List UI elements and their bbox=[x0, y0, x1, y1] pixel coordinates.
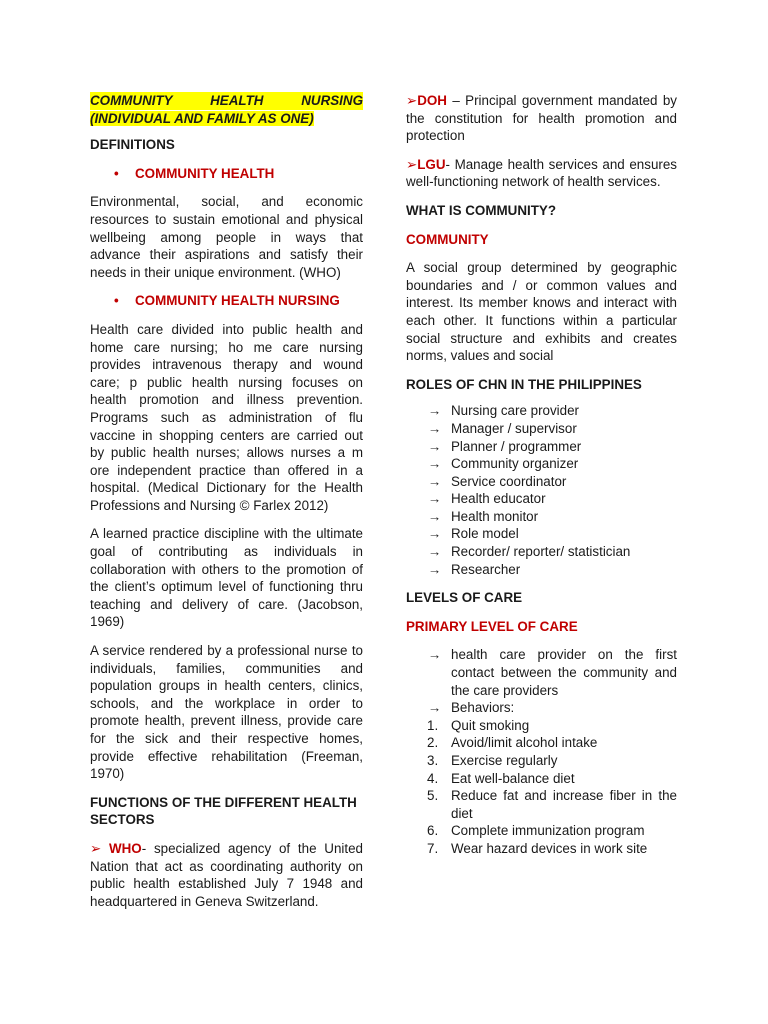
community-health-label bbox=[90, 165, 363, 183]
arrow-icon: → bbox=[428, 561, 442, 577]
levels-heading: LEVELS OF CARE bbox=[406, 590, 523, 606]
who-entry bbox=[90, 840, 363, 910]
list-item: → Community organizer bbox=[428, 456, 579, 472]
list-item: → Planner / programmer bbox=[428, 438, 582, 454]
who-text: - specialized agency of the United Nation that act as coordinating authority on public health established July 7 1948 and headquartered in Geneva Switzerland. bbox=[90, 840, 363, 909]
bullet-icon: • bbox=[114, 165, 119, 181]
definitions-heading: DEFINITIONS bbox=[90, 137, 175, 153]
arrow-icon: → bbox=[428, 544, 442, 560]
doh-entry bbox=[406, 92, 677, 145]
list-item: → Role model bbox=[428, 526, 519, 542]
behaviors-list bbox=[406, 717, 677, 858]
list-item: → Manager / supervisor bbox=[428, 420, 577, 436]
list-item: 6. Complete immunization program bbox=[427, 823, 645, 839]
community-definition: A social group determined by geographic boundaries and / or common values and interest. Its member knows and interact with each other. It functions within a particular social structure and exhibits and creates norms, values and social bbox=[406, 260, 677, 364]
lgu-entry bbox=[406, 156, 677, 191]
list-item: → Service coordinator bbox=[428, 473, 567, 489]
arrow-icon: → bbox=[428, 438, 442, 454]
doh-key: ➢DOH bbox=[406, 93, 447, 108]
arrow-icon: → bbox=[428, 473, 442, 489]
roles-list bbox=[406, 402, 677, 578]
arrow-icon: → bbox=[428, 526, 442, 542]
community-label: COMMUNITY bbox=[406, 231, 489, 247]
arrow-icon: → bbox=[428, 420, 442, 436]
functions-heading: FUNCTIONS OF THE DIFFERENT HEALTH SECTORS bbox=[90, 794, 357, 828]
list-item: → Health monitor bbox=[428, 508, 539, 524]
primary-items-list bbox=[406, 646, 677, 716]
chn-label bbox=[90, 292, 363, 310]
who-key: ➢ WHO bbox=[90, 840, 142, 856]
roles-heading: ROLES OF CHN IN THE PHILIPPINES bbox=[406, 376, 642, 392]
list-item: 7. Wear hazard devices in work site bbox=[427, 840, 648, 856]
arrow-icon: → bbox=[428, 403, 442, 419]
list-item: 4. Eat well-balance diet bbox=[427, 770, 575, 786]
left-column bbox=[90, 92, 363, 910]
what-is-community-heading: WHAT IS COMMUNITY? bbox=[406, 202, 557, 218]
title-line-1: COMMUNITY HEALTH NURSING bbox=[90, 93, 363, 108]
community-health-label-text: COMMUNITY HEALTH bbox=[135, 165, 275, 181]
list-item: → health care provider on the first contact between the community and the care providers bbox=[428, 647, 677, 698]
list-item: 5. Reduce fat and increase fiber in the diet bbox=[427, 788, 677, 821]
lgu-key: ➢LGU bbox=[406, 156, 446, 172]
community-health-definition: Environmental, social, and economic resources to sustain emotional and physical wellbeing among people in ways that advance their aspirations and satisfy their needs in their unique environment. (WHO) bbox=[90, 194, 363, 280]
arrow-icon: → bbox=[428, 491, 442, 507]
bullet-icon: • bbox=[114, 293, 119, 309]
list-item: → Behaviors: bbox=[428, 700, 515, 716]
chn-label-text: COMMUNITY HEALTH NURSING bbox=[135, 293, 340, 309]
list-item: → Nursing care provider bbox=[428, 403, 580, 419]
primary-level-label: PRIMARY LEVEL OF CARE bbox=[406, 618, 578, 634]
list-item: → Health educator bbox=[428, 491, 546, 507]
arrow-icon: → bbox=[428, 647, 442, 663]
chn-definition-2: A learned practice discipline with the ultimate goal of contributing as individuals in collaboration with others to the promotion of the client’s optimum level of functioning thru teaching and delivery of care. (Jacobson, 1969) bbox=[90, 526, 363, 630]
right-column bbox=[406, 92, 677, 858]
arrow-icon: → bbox=[428, 508, 442, 524]
list-item: 1. Quit smoking bbox=[427, 717, 530, 733]
document-title bbox=[90, 92, 363, 127]
arrow-icon: → bbox=[428, 700, 442, 716]
title-line-2: (INDIVIDUAL AND FAMILY AS ONE) bbox=[90, 110, 314, 126]
list-item: 3. Exercise regularly bbox=[427, 753, 558, 768]
list-item: → Researcher bbox=[428, 561, 521, 577]
list-item: 2. Avoid/limit alcohol intake bbox=[427, 735, 598, 751]
chn-definition-1: Health care divided into public health and home care nursing; ho me care nursing provides intravenous therapy and wound care; p public health nursing focuses on health promotion and illness prevention. Programs such as administration of flu vaccine in shopping centers are carried out by public health nurses; allows nurses a m ore independent practice than offered in a hospital. (Medical Dictionary for the Health Professions and Nursing © Farlex 2012) bbox=[90, 321, 363, 513]
chn-definition-3: A service rendered by a professional nurse to individuals, families, communities and population groups in health centers, clinics, schools, and the workplace in order to promote health, prevent illness, provide care for the sick and their respective homes, provide effective rehabilitation (Freeman, 1970) bbox=[90, 643, 363, 782]
doh-text: – Principal government mandated by the constitution for health promotion and protection bbox=[406, 93, 677, 144]
list-item: → Recorder/ reporter/ statistician bbox=[428, 544, 631, 560]
arrow-icon: → bbox=[428, 456, 442, 472]
lgu-text: - Manage health services and ensures well-functioning network of health services. bbox=[406, 156, 677, 190]
